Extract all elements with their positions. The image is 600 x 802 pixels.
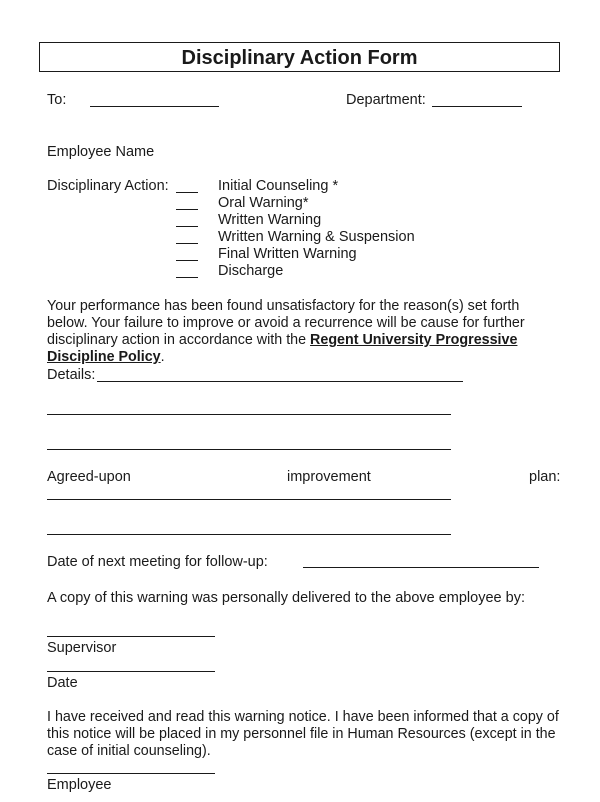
disciplinary-action-label: Disciplinary Action: [47,178,169,194]
performance-text: Your performance has been found unsatisfactory for the reason(s) set forth below. Your failure to improve or avoid a recurrence will be cause for further disciplinary action in accordance with the [47,298,525,348]
employee-label: Employee [47,777,112,793]
performance-paragraph [47,298,563,366]
employee-name-label: Employee Name [47,144,155,160]
details-label: Details: [47,367,96,383]
supervisor-signature-line[interactable] [47,636,215,637]
copy-delivered-text: A copy of this warning was personally delivered to the above employee by: [47,590,525,606]
to-label: To: [47,92,67,108]
department-field-line[interactable] [432,106,522,107]
policy-period: . [160,349,165,365]
details-line[interactable] [47,449,451,450]
policy-link[interactable]: Regent University Progressive Discipline Policy [47,332,518,365]
action-checkbox-blank[interactable] [176,197,198,210]
action-checkbox-blank[interactable] [176,248,198,261]
plan-label-word: improvement [287,469,371,485]
date-signature-line[interactable] [47,671,215,672]
action-option-final-written-warning: Final Written Warning [218,246,357,262]
action-option-oral-warning: Oral Warning* [218,195,309,211]
next-meeting-label: Date of next meeting for follow-up: [47,554,268,570]
action-option-initial-counseling: Initial Counseling * [218,178,339,194]
action-checkbox-blank[interactable] [176,231,198,244]
plan-label-word: plan: [529,469,561,485]
date-label: Date [47,675,78,691]
form-title: Disciplinary Action Form [39,42,560,72]
details-line[interactable] [97,381,463,382]
department-label: Department: [346,92,426,108]
action-option-written-warning: Written Warning [218,212,322,228]
to-field-line[interactable] [90,106,219,107]
action-option-written-warning-suspension: Written Warning & Suspension [218,229,415,245]
action-checkbox-blank[interactable] [176,180,198,193]
action-checkbox-blank[interactable] [176,214,198,227]
plan-label-word: Agreed-upon [47,469,131,485]
action-option-discharge: Discharge [218,263,284,279]
action-checkbox-blank[interactable] [176,265,198,278]
details-line[interactable] [47,414,451,415]
plan-line[interactable] [47,499,451,500]
supervisor-label: Supervisor [47,640,117,656]
employee-signature-line[interactable] [47,773,215,774]
next-meeting-line[interactable] [303,567,539,568]
acknowledgement-paragraph: I have received and read this warning notice. I have been informed that a copy of this notice will be placed in my personnel file in Human Resources (except in the case of initial counseling). [47,709,559,759]
plan-line[interactable] [47,534,451,535]
